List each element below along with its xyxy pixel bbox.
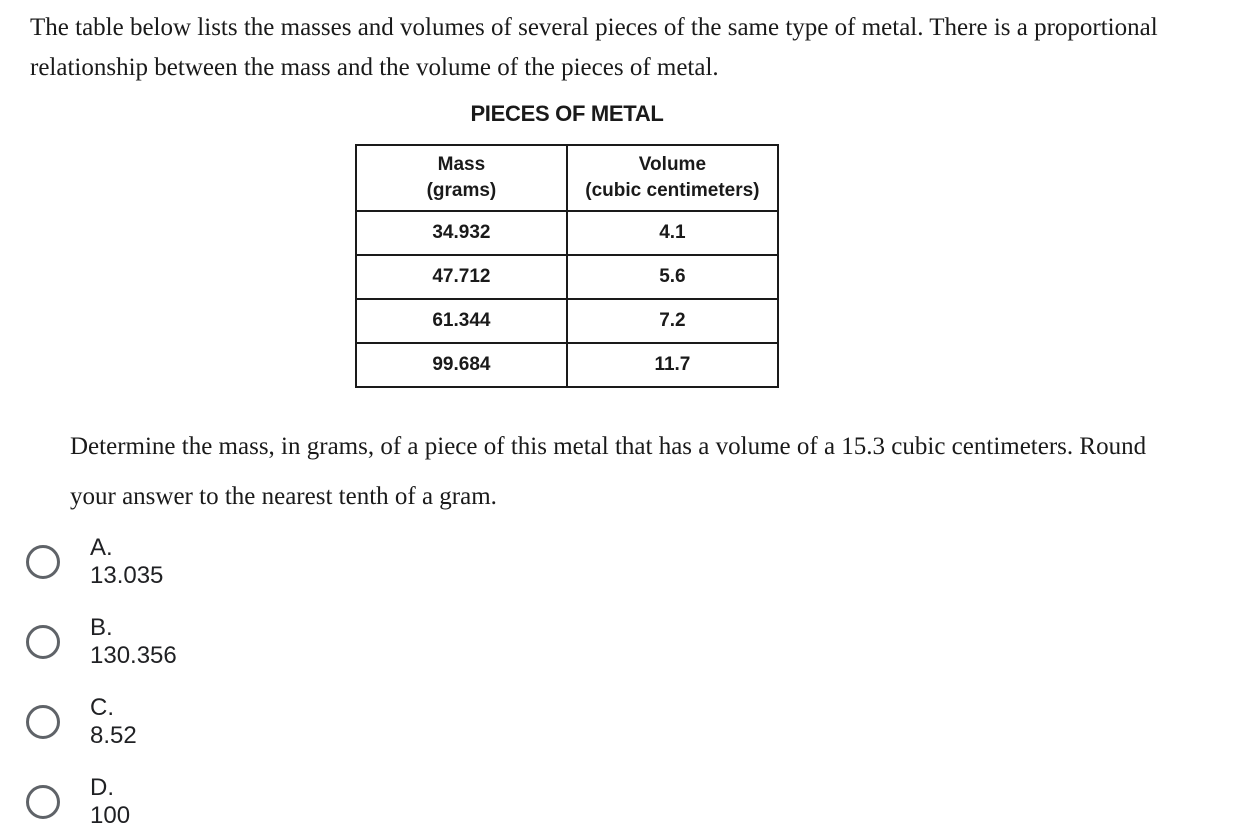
- metal-table: [355, 144, 779, 388]
- mass-header-line2: (grams): [426, 180, 497, 201]
- volume-cell: 11.7: [567, 343, 778, 387]
- mass-cell: 47.712: [356, 255, 567, 299]
- table-row: [356, 211, 778, 255]
- mass-cell: 61.344: [356, 299, 567, 343]
- option-label: D. 100: [90, 774, 131, 829]
- option-d[interactable]: [26, 774, 131, 829]
- mass-cell: 99.684: [356, 343, 567, 387]
- radio-button-icon[interactable]: [26, 785, 60, 819]
- mass-header-line1: Mass: [437, 154, 486, 175]
- option-label: C. 8.52: [90, 694, 137, 749]
- option-b[interactable]: [26, 614, 177, 669]
- volume-cell: 4.1: [567, 211, 778, 255]
- intro-text: The table below lists the masses and volumes of several pieces of the same type of metal. There is a proportional relationship between the mass and the volume of the pieces of metal.: [30, 14, 1158, 81]
- volume-header-line2: (cubic centimeters): [585, 180, 760, 201]
- volume-cell: 5.6: [567, 255, 778, 299]
- volume-header-line1: Volume: [638, 154, 707, 175]
- option-c[interactable]: [26, 694, 137, 749]
- mass-column-header: [356, 145, 567, 211]
- metal-table-figure: [355, 100, 779, 388]
- radio-button-icon[interactable]: [26, 545, 60, 579]
- table-title: PIECES OF METAL: [470, 101, 664, 126]
- radio-button-icon[interactable]: [26, 705, 60, 739]
- question-text: Determine the mass, in grams, of a piece of this metal that has a volume of a 15.3 cubic centimeters. Round your answer to the nearest tenth of a gram.: [70, 433, 1147, 510]
- volume-column-header: [567, 145, 778, 211]
- option-a[interactable]: [26, 534, 164, 589]
- option-label: B. 130.356: [90, 614, 177, 669]
- option-label: A. 13.035: [90, 534, 164, 589]
- volume-cell: 7.2: [567, 299, 778, 343]
- table-row: [356, 299, 778, 343]
- radio-button-icon[interactable]: [26, 625, 60, 659]
- table-row: [356, 255, 778, 299]
- table-row: [356, 343, 778, 387]
- table-header-row: [356, 145, 778, 211]
- mass-cell: 34.932: [356, 211, 567, 255]
